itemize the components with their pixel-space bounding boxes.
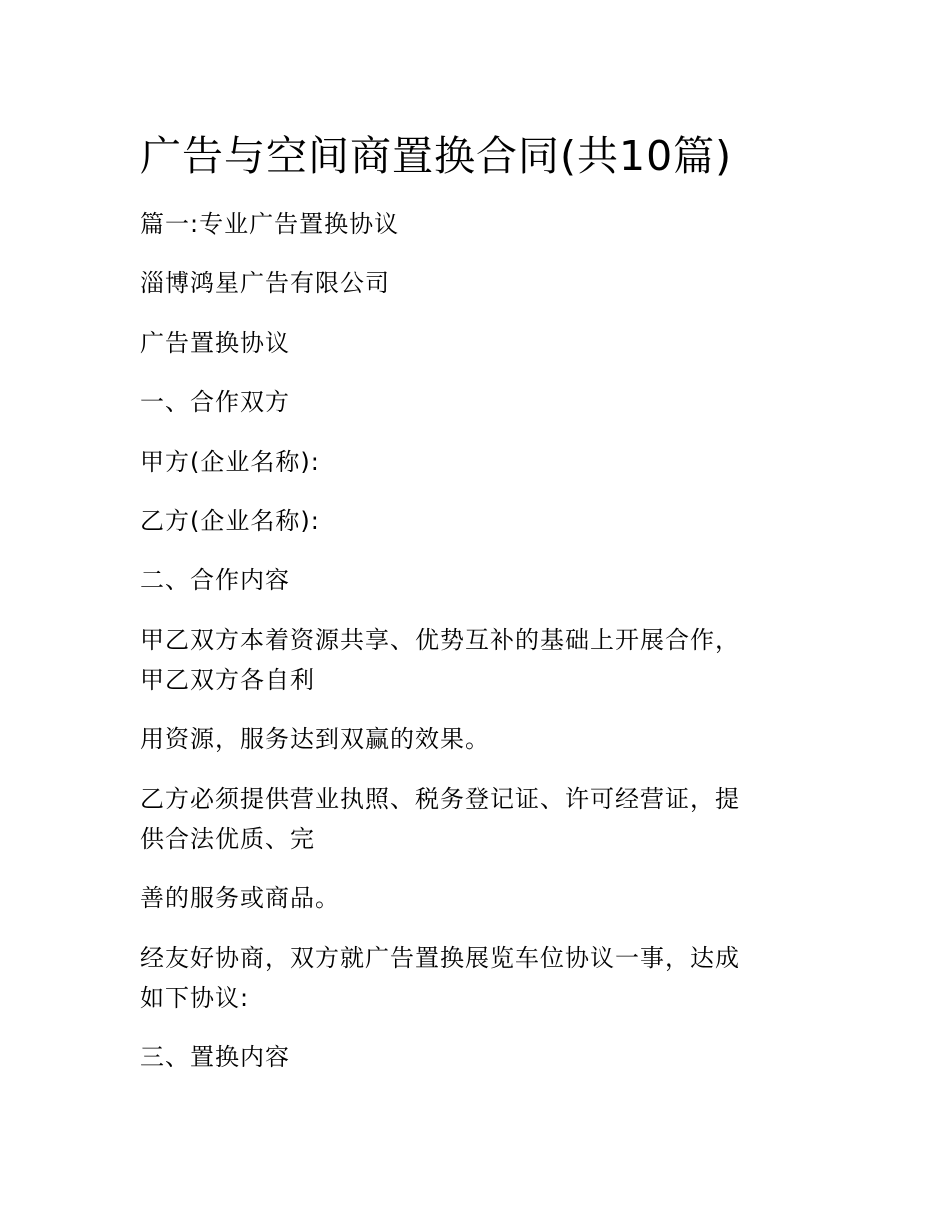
text-line: 用资源，服务达到双赢的效果。 xyxy=(140,725,490,753)
body-paragraph xyxy=(140,878,800,918)
text-line: 甲乙双方各自利 xyxy=(140,666,315,694)
text-line: 广告置换协议 xyxy=(140,329,290,357)
text-line: 篇一:专业广告置换协议 xyxy=(140,210,400,238)
section-heading-1 xyxy=(140,204,800,244)
clause-heading-exchange xyxy=(140,1037,800,1077)
body-paragraph xyxy=(140,620,800,700)
body-paragraph xyxy=(140,779,800,859)
text-line: 如下协议: xyxy=(140,984,250,1012)
text-line: 甲方(企业名称): xyxy=(140,448,320,476)
document-title: 广告与空间商置换合同(共10篇) xyxy=(140,132,733,180)
text-line: 乙方必须提供营业执照、税务登记证、许可经营证，提 xyxy=(140,785,740,813)
text-line: 善的服务或商品。 xyxy=(140,884,340,912)
text-line: 供合法优质、完 xyxy=(140,825,315,853)
party-b-field xyxy=(140,501,800,541)
body-paragraph xyxy=(140,938,800,1018)
text-line: 一、合作双方 xyxy=(140,388,290,416)
text-line: 经友好协商，双方就广告置换展览车位协议一事，达成 xyxy=(140,944,740,972)
company-name xyxy=(140,263,800,303)
clause-heading-content xyxy=(140,560,800,600)
text-line: 二、合作内容 xyxy=(140,566,290,594)
text-line: 三、置换内容 xyxy=(140,1043,290,1071)
agreement-title xyxy=(140,323,800,363)
text-line: 甲乙双方本着资源共享、优势互补的基础上开展合作， xyxy=(140,626,740,654)
party-a-field xyxy=(140,442,800,482)
text-line: 淄博鸿星广告有限公司 xyxy=(140,269,390,297)
clause-heading-parties xyxy=(140,382,800,422)
text-line: 乙方(企业名称): xyxy=(140,507,320,535)
body-paragraph xyxy=(140,719,800,759)
